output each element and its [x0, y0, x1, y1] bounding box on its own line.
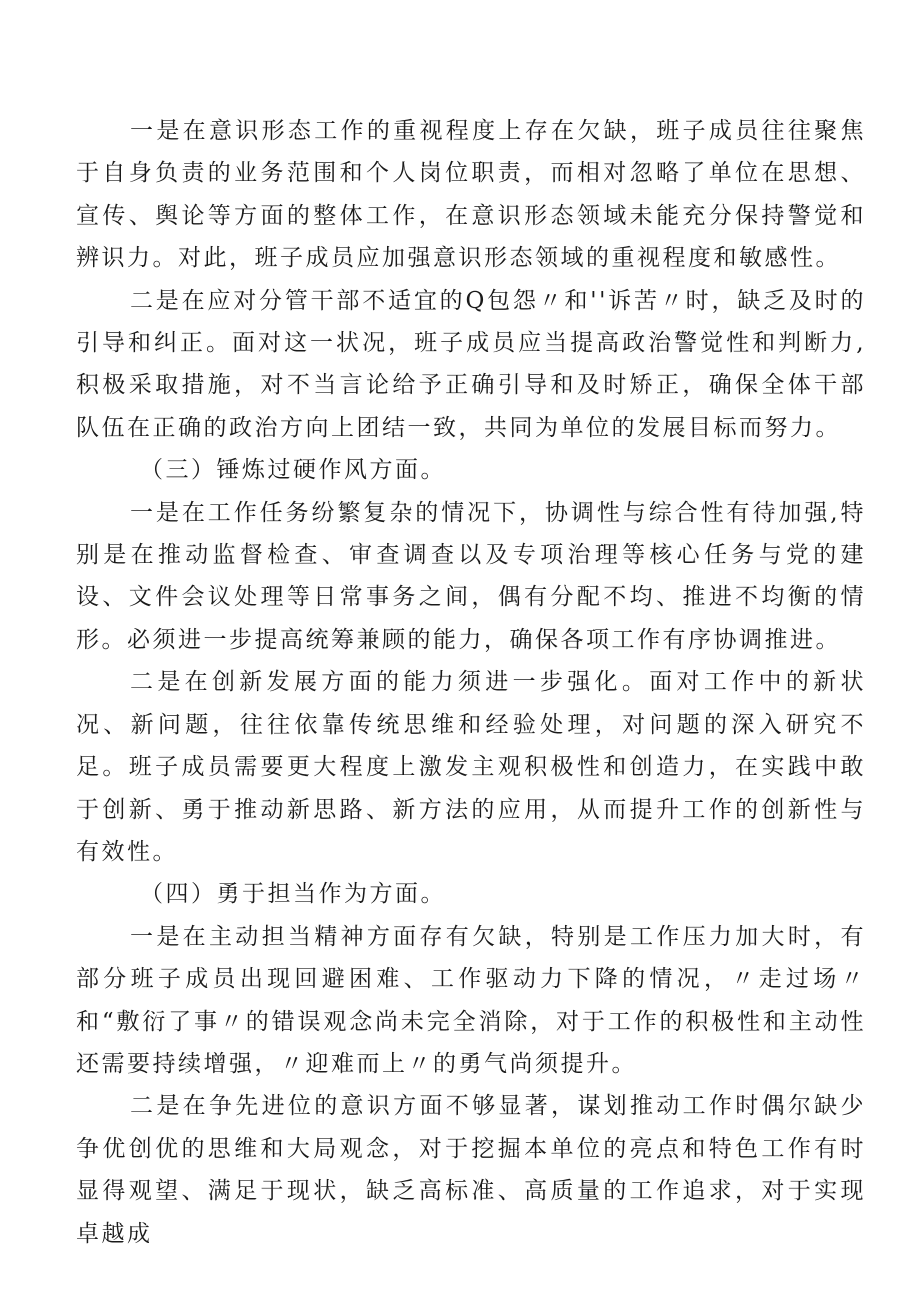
paragraph-innovation: 二是在创新发展方面的能力须进一步强化。面对工作中的新状况、新问题，往往依靠传统思维和经验处理，对问题的深入研究不足。班子成员需要更大程度上激发主观积极性和创造力，在实践中敢于创新、勇于推动新思路、新方法的应用，从而提升工作的创新性与有效性。 [76, 669, 866, 865]
paragraph-complaint-guidance: 二是在应对分管干部不适宜的Q包怨〃和''诉苦〃时，缺乏及时的引导和纠正。面对这一状况，班子成员应当提高政治警觉性和判断力,积极采取措施，对不当言论给予正确引导和及时矫正，确保全体干部队伍在正确的政治方向上团结一致，共同为单位的发展目标而努力。 [76, 287, 866, 441]
paragraph-excellence: 二是在争先进位的意识方面不够显著，谋划推动工作时偶尔缺少争优创优的思维和大局观念，对于挖掘本单位的亮点和特色工作有时显得观望、满足于现状，缺乏高标准、高质量的工作追求，对于实现卓越成 [76, 1093, 866, 1247]
paragraph-ideology-emphasis: 一是在意识形态工作的重视程度上存在欠缺，班子成员往往聚焦于自身负责的业务范围和个人岗位职责，而相对忽略了单位在思想、宣传、舆论等方面的整体工作，在意识形态领域未能充分保持警觉和辨识力。对此，班子成员应加强意识形态领域的重视程度和敏感性。 [76, 118, 866, 272]
paragraph-initiative: 一是在主动担当精神方面存有欠缺，特别是工作压力加大时，有部分班子成员出现回避困难、工作驱动力下降的情况，〃走过场〃和“敷衍了事〃的错误观念尚未完全消除，对于工作的积极性和主动性还需要持续增强，〃迎难而上〃的勇气尚须提升。 [76, 923, 866, 1077]
section-heading-work-style: （三）锤炼过硬作风方面。 [140, 457, 446, 484]
section-heading-responsibility: （四）勇于担当作为方面。 [140, 881, 446, 908]
paragraph-coordination: 一是在工作任务纷繁复杂的情况下，协调性与综合性有待加强,特别是在推动监督检查、审查调查以及专项治理等核心任务与党的建设、文件会议处理等日常事务之间，偶有分配不均、推进不均衡的情形。必须进一步提高统筹兼顾的能力，确保各项工作有序协调推进。 [76, 499, 866, 653]
document-body [76, 110, 866, 1255]
